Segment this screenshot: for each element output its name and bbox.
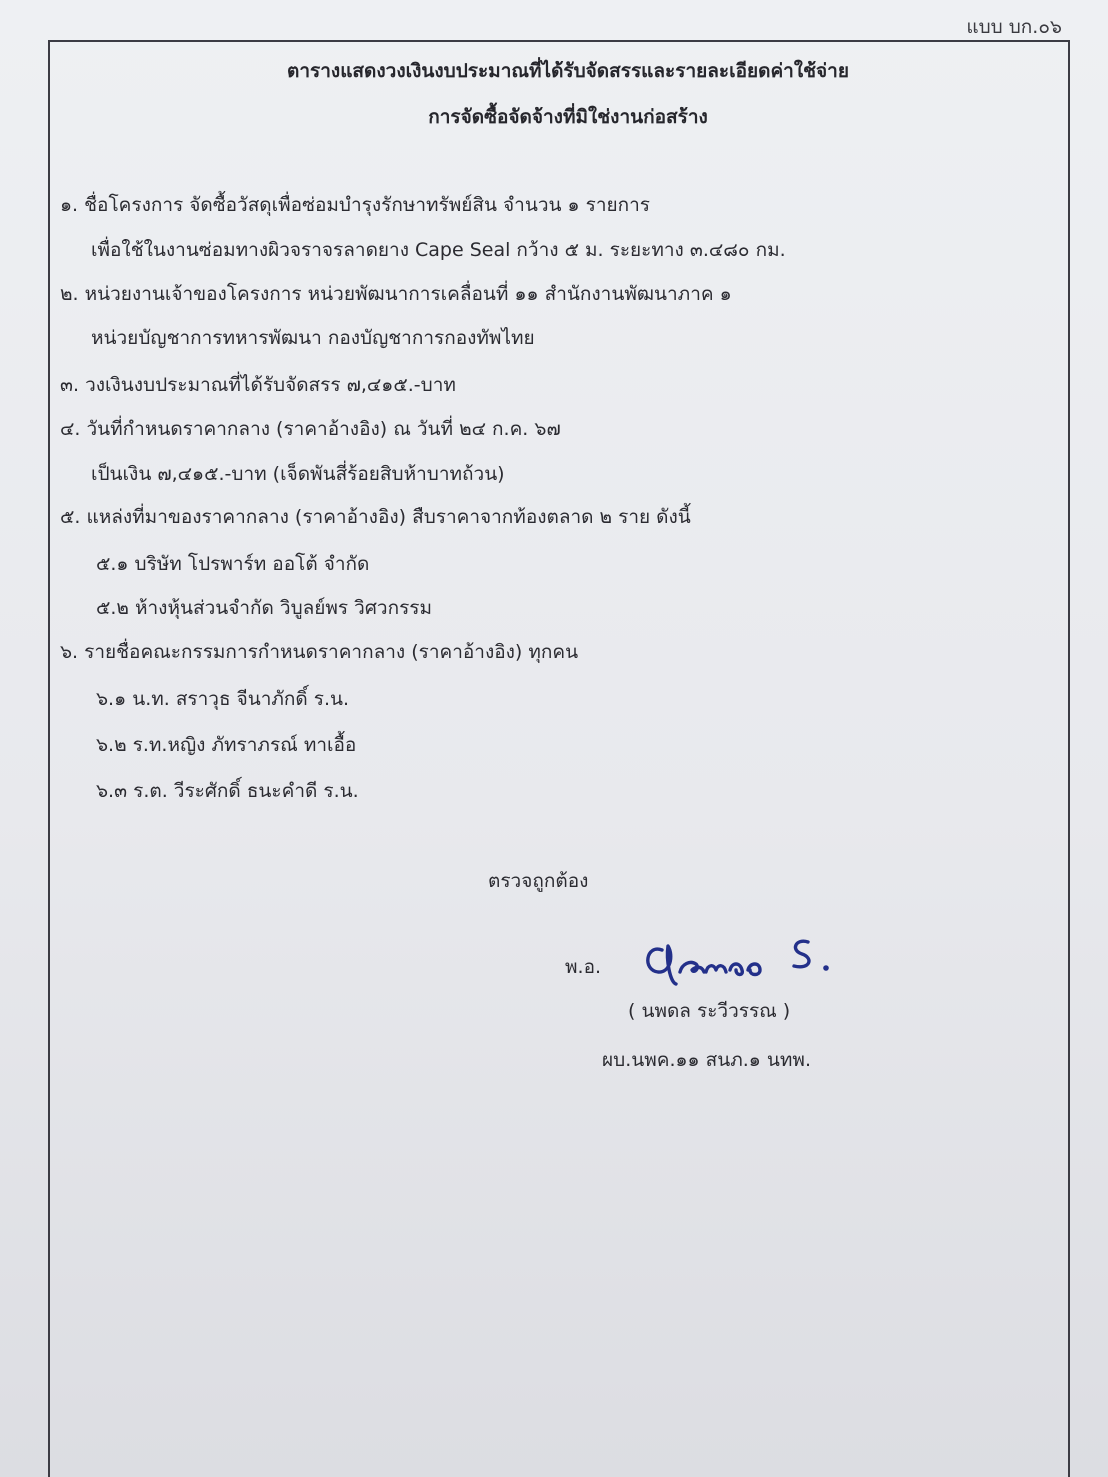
- signer-position: ผบ.นพค.๑๑ สนภ.๑ นทพ.: [602, 1049, 811, 1071]
- item-5-price-source: ๕. แหล่งที่มาของราคากลาง (ราคาอ้างอิง) สืบราคาจากท้องตลาด ๒ ราย ดังนี้: [60, 506, 691, 528]
- item-5-1-vendor: ๕.๑ บริษัท โปรพาร์ท ออโต้ จำกัด: [96, 553, 370, 575]
- item-2-owner-unit-cont: หน่วยบัญชาการทหารพัฒนา กองบัญชาการกองทัพไทย: [91, 327, 535, 349]
- item-6-2-member: ๖.๒ ร.ท.หญิง ภัทราภรณ์ ทาเอื้อ: [96, 734, 357, 756]
- signer-name: ( นพดล ระวีวรรณ ): [628, 1000, 791, 1022]
- document-subtitle: การจัดซื้อจัดจ้างที่มิใช่งานก่อสร้าง: [428, 106, 708, 128]
- item-4-amount: เป็นเงิน ๗,๔๑๕.-บาท (เจ็ดพันสี่ร้อยสิบห้าบาทถ้วน): [91, 463, 505, 485]
- signer-rank: พ.อ.: [565, 956, 602, 978]
- document-title: ตารางแสดงวงเงินงบประมาณที่ได้รับจัดสรรและรายละเอียดค่าใช้จ่าย: [287, 60, 849, 82]
- item-6-committee: ๖. รายชื่อคณะกรรมการกำหนดราคากลาง (ราคาอ้างอิง) ทุกคน: [60, 641, 579, 663]
- handwritten-signature: [640, 930, 840, 990]
- item-1-project-detail: เพื่อใช้ในงานซ่อมทางผิวจราจรลาดยาง Cape Seal กว้าง ๕ ม. ระยะทาง ๓.๔๘๐ กม.: [91, 239, 786, 261]
- item-4-reference-date: ๔. วันที่กำหนดราคากลาง (ราคาอ้างอิง) ณ วันที่ ๒๔ ก.ค. ๖๗: [60, 418, 561, 440]
- item-1-project-name: ๑. ชื่อโครงการ จัดซื้อวัสดุเพื่อซ่อมบำรุงรักษาทรัพย์สิน จำนวน ๑ รายการ: [60, 194, 651, 216]
- verified-label: ตรวจถูกต้อง: [488, 870, 589, 892]
- item-2-owner-unit: ๒. หน่วยงานเจ้าของโครงการ หน่วยพัฒนาการเคลื่อนที่ ๑๑ สำนักงานพัฒนาภาค ๑: [60, 283, 732, 305]
- item-6-3-member: ๖.๓ ร.ต. วีระศักดิ์ ธนะคำดี ร.น.: [96, 780, 359, 802]
- form-code: แบบ บก.๐๖: [966, 16, 1062, 38]
- item-5-2-vendor: ๕.๒ ห้างหุ้นส่วนจำกัด วิบูลย์พร วิศวกรรม: [96, 597, 433, 619]
- item-6-1-member: ๖.๑ น.ท. สราวุธ จีนาภักดิ์ ร.น.: [96, 688, 350, 710]
- item-3-budget: ๓. วงเงินงบประมาณที่ได้รับจัดสรร ๗,๔๑๕.-บาท: [60, 374, 456, 396]
